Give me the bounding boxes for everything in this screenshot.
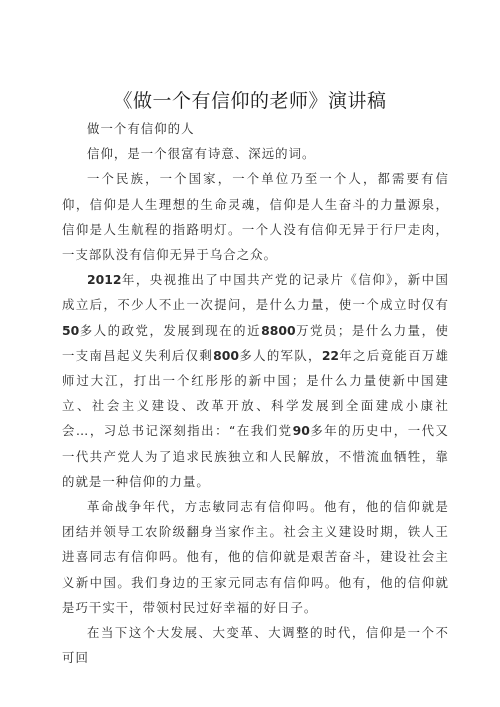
paragraph-text: 在当下这个大发展、大变革、大调整的时代，信仰是一个不可回 [62, 625, 449, 666]
paragraph-number: 22 [321, 347, 340, 363]
paragraph-number: 800 [213, 347, 240, 363]
document-title: 《做一个有信仰的老师》演讲稿 [113, 90, 387, 112]
paragraph-p1 [62, 116, 449, 141]
paragraph-p6 [62, 620, 449, 670]
paragraph-text: 年，央视推出了中国共产党的记录片《信仰》，新中国成立后，不少人不止一次提问，是什么力量，使一个成立时仅有 [62, 272, 449, 313]
paragraph-text: 多年的历史中，一代又一代共产党人为了追求民族独立和人民解放，不惜流血牺牲，靠的就是一种信仰的力量。 [62, 423, 449, 489]
paragraph-p4 [62, 267, 449, 494]
paragraph-text: 信仰，是一个很富有诗意、深远的词。 [87, 146, 316, 162]
paragraph-text: 多人的政党，发展到现在的近 [79, 322, 262, 338]
paragraph-text: 万党员；是什么力量，使一支南昌起义失利后仅剩 [62, 322, 449, 363]
paragraph-p5 [62, 494, 449, 620]
document-body [62, 116, 449, 670]
paragraph-p2 [62, 141, 449, 166]
paragraph-p3 [62, 166, 449, 267]
paragraph-text: 做一个有信仰的人 [87, 121, 195, 136]
paragraph-number: 50 [62, 322, 80, 338]
paragraph-number: 8800 [261, 322, 296, 338]
paragraph-text: 一个民族，一个国家，一个单位乃至一个人，都需要有信仰，信仰是人生理想的生命灵魂，信仰是人生奋斗的力量源泉，信仰是人生航程的指路明灯。一个人没有信仰无异于行尸走肉，一支部队没有信仰无异于乌合之众。 [62, 171, 449, 263]
paragraph-number: 2012 [87, 272, 122, 288]
paragraph-text: 多人的军队， [239, 347, 322, 363]
paragraph-number: 90 [292, 423, 310, 439]
paragraph-text: 革命战争年代，方志敏同志有信仰吗。他有，他的信仰就是团结并领导工农阶级翻身当家作主。社会主义建设时期，铁人王进喜同志有信仰吗。他有，他的信仰就是艰苦奋斗，建设社会主义新中国。我们身边的王家元同志有信仰吗。他有，他的信仰就是巧干实干，带领村民过好幸福的好日子。 [62, 499, 449, 615]
paragraph-text: 年之后竟能百万雄师过大江，打出一个红彤彤的新中国；是什么力量使新中国建立、社会主义建设、改革开放、科学发展到全面建成小康社会…，习总书记深刻指出：“在我们党 [62, 347, 449, 439]
